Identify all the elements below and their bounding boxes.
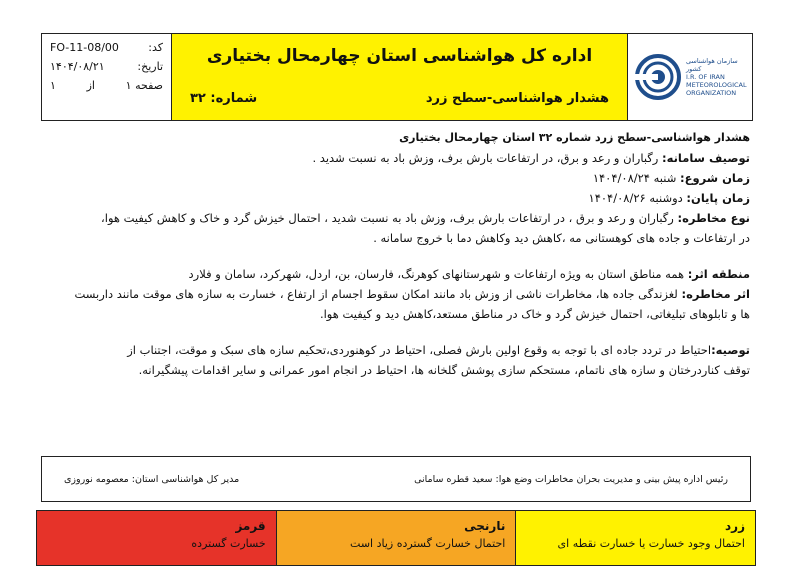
risk-type-cont: در ارتفاعات و جاده های کوهستانی مه ،کاهش دید وکاهش دما با خروج سامانه . (373, 231, 750, 245)
end-time: زمان پایان: دوشنبه ۱۴۰۴/۰۸/۲۶ (588, 191, 750, 205)
advice-cont: توقف کناردرختان و سازه های ناتمام، مستحکم سازی پوشش گلخانه ها، احتیاط در انجام امور عمرانی و سایر اقدامات پیشگیرانه. (138, 363, 750, 377)
signature-director: مدیر کل هواشناسی استان: معصومه نوروزی (64, 473, 240, 485)
meteorology-logo-icon (634, 53, 682, 101)
risk-effect: اثر مخاطره: لغزندگی جاده ها، مخاطرات ناشی از وزش باد مانند امکان سقوط اجسام از ارتفاع ، خسارت به سازه های موقت مانند داربست (74, 287, 750, 301)
system-description: توصیف سامانه: رگباران و رعد و برق، در ارتفاعات بارش برف، وزش باد به نسبت شدید . (312, 151, 750, 165)
level-orange: نارنجی احتمال خسارت گسترده زیاد است (276, 511, 516, 565)
level-yellow: زرد احتمال وجود خسارت یا خسارت نقطه ای (515, 511, 755, 565)
start-time: زمان شروع: شنبه ۱۴۰۴/۰۸/۲۴ (592, 171, 750, 185)
header-title-block (172, 34, 628, 120)
logo-text-2: METEOROLOGICAL (686, 81, 747, 89)
signature-forecast-head: رئیس اداره پیش بینی و مدیریت بحران مخاطرات وضع هوا: سعید قطره سامانی (414, 473, 728, 485)
page-of: از (86, 79, 95, 92)
code-label: کد: (148, 41, 163, 54)
page-total: ۱ (50, 79, 56, 92)
page-label: صفحه (135, 79, 163, 92)
organization-logo (628, 34, 752, 120)
code-value: FO-11-08/00 (50, 41, 119, 54)
number-value: ۳۲ (190, 91, 206, 106)
document-codes (42, 34, 172, 120)
logo-text-1: I.R. OF IRAN (686, 73, 725, 81)
warning-body (44, 128, 750, 380)
risk-effect-cont: ها و تابلوهای تبلیغاتی، احتمال خیزش گرد و خاک در مناطق مستعد،کاهش دید و کیفیت هوا. (319, 307, 750, 321)
page-number: ۱ (125, 79, 132, 92)
signatures (41, 456, 751, 502)
date-value: ۱۴۰۴/۰۸/۲۱ (50, 60, 105, 73)
advice: توصیه:احتیاط در تردد جاده ای با توجه به وقوع اولین بارش فصلی، احتیاط در کوهنوردی،تحکیم سازه های سبک و موقت، اجتناب از (127, 343, 750, 357)
document-header (41, 33, 753, 121)
date-label: تاریخ: (137, 60, 163, 73)
logo-text-3: ORGANIZATION (686, 89, 737, 97)
warning-subtitle: هشدار هواشناسی-سطح زرد (425, 91, 609, 106)
level-red: قرمز خسارت گسترده (37, 511, 276, 565)
risk-type: نوع مخاطره: رگباران و رعد و برق ، در ارتفاعات بارش برف، وزش باد به نسبت شدید ، احتمال خیزش گرد و خاک و کاهش کیفیت هوا، (101, 211, 750, 225)
page-title: اداره کل هواشناسی استان چهارمحال بختیاری (206, 45, 593, 66)
impact-area: منطقه اثر: همه مناطق استان به ویژه ارتفاعات و شهرستانهای کوهرنگ، فارسان، بن، اردل، شهرکرد، سامان و فلارد (188, 267, 750, 281)
number-label: شماره: (210, 91, 258, 106)
warning-number (190, 91, 257, 106)
logo-text-fa: سازمان هواشناسی کشور (686, 57, 738, 73)
warning-heading: هشدار هواشناسی-سطح زرد شماره ۳۲ استان چهارمحال بختیاری (399, 131, 750, 144)
warning-levels (36, 510, 756, 566)
